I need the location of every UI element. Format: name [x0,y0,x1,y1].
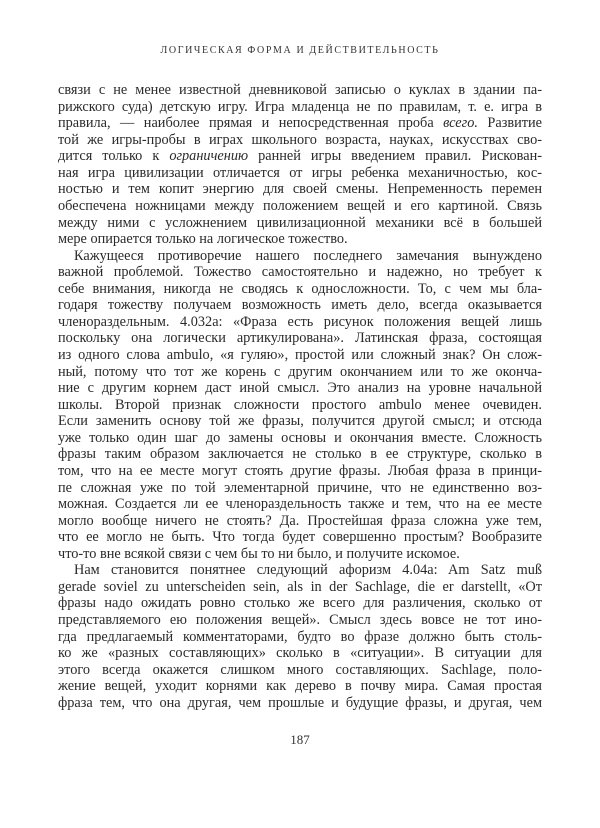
text-segment: рижского суда) детскую игру. Игра младенца не по правилам, т. е. игра в [58,98,542,115]
text-segment: связи с не менее известной дневниковой записью о куклах в здании па- [58,82,542,98]
text-segment: том, что на ее месте могут стоять другие фразы. Любая фраза в принци- [58,462,542,479]
text-segment: фраза тем, что она другая, чем прошлые и будущие фразы, и другая, чем [58,694,542,711]
running-header: ЛОГИЧЕСКАЯ ФОРМА И ДЕЙСТВИТЕЛЬНОСТЬ [160,45,440,56]
text-line [58,595,542,612]
text-segment: гда предлагаемый комментаторами, будто во фразе должно быть столь- [58,628,542,645]
text-segment: ная игра цивилизации отличается от игры ребенка механичностью, кос- [58,164,542,181]
text-line [58,612,542,629]
text-segment: обеспечена ножницами между положением вещей и его картиной. Связь [58,197,542,214]
text-line [58,380,542,397]
text-line [58,496,542,513]
text-segment: ранней игры введением правил. Рискован- [248,148,542,165]
text-line [58,231,542,248]
text-line [58,463,542,480]
text-line [58,629,542,646]
text-segment: правила, — наиболее прямая и непосредственная проба [58,115,444,132]
text-line [58,662,542,679]
italic-text: всего. [443,115,478,132]
text-line [58,480,542,497]
text-segment: ностью и тем копит энергию для своей смены. Непременность перемен [58,181,542,198]
page-number: 187 [290,732,310,747]
text-segment: между ними с усложнением цивилизационной механики всё в большей [58,214,542,231]
text-segment: фразы надо ожидать ровно столько же всего для различения, сколько от [58,595,542,612]
text-line [58,364,542,381]
text-segment: Если заменить основу той же фразы, получится другой смысл; и отсюда [58,413,542,430]
text-line [58,413,542,430]
text-line [58,181,542,198]
text-line [58,314,542,331]
text-segment: членораздельным. 4.032a: «Фраза есть рисунок положения вещей лишь [58,313,542,330]
text-line [58,579,542,596]
text-line [58,562,542,579]
text-segment: мере опирается только на логическое тожество. [58,231,348,248]
text-segment: ко же «разных составляющих» сколько в «ситуации». В ситуации для [58,645,542,662]
text-segment: что ее могло не быть. Что тогда будет совершенно простым? Вообразите [58,529,542,546]
text-segment: представляемого ею положения вещей». Смысл здесь вовсе не тот ино- [58,612,542,628]
text-line [58,148,542,165]
text-segment: ние с другим корнем даст иной смысл. Это анализ на уровне начальной [58,380,542,397]
text-line [58,264,542,281]
text-segment: пе сложная уже по той элементарной причине, что не единственно воз- [58,479,542,496]
text-line [58,695,542,712]
text-line [58,297,542,314]
text-line [58,99,542,116]
text-line [58,165,542,182]
text-segment: Кажущееся противоречие нашего последнего замечания вынуждено [74,247,542,264]
text-segment: жение вещей, уходит корнями как дерево в почву мира. Самая простая [58,678,542,695]
text-line [58,82,542,99]
text-segment: важной проблемой. Тожество самостоятельно и надежно, но требует к [58,264,542,281]
text-segment: этого всегда окажется слишком много составляющих. Sachlage, поло- [58,661,542,678]
text-segment: той же игры-пробы в играх школьного возраста, науках, искусствах сво- [58,131,542,148]
text-line [58,132,542,149]
text-segment: ный, потому что тот же корень с другим окончанием или то же оконча- [58,363,542,380]
text-segment: фразы таким образом заключается не столько в ее структуре, сколько в [58,446,542,463]
text-segment: что-то вне всякой связи с чем бы то ни было, и получите искомое. [58,545,460,562]
text-line [58,330,542,347]
text-line [58,529,542,546]
text-line [58,115,542,132]
text-segment: можная. Создается ли ее членораздельность также и тем, что на ее месте [58,496,542,513]
text-line [58,446,542,463]
text-segment: gerade soviel zu unterscheiden sein, als in der Sachlage, die er darstellt, «От [58,578,542,595]
text-segment: дится только к [58,148,170,165]
text-line [58,347,542,364]
text-line [58,546,542,563]
text-segment: годаря тожеству получаем возможность иметь дело, всегда оказывается [58,297,542,314]
text-line [58,678,542,695]
text-segment: могло вообще ничего не стоять? Да. Простейшая фраза сложна уже тем, [58,512,542,529]
text-line [58,281,542,298]
text-segment: школы. Второй признак сложности простого ambulo менее очевиден. [58,396,542,413]
text-segment: уже только один шаг до замены основы и окончания вместе. Сложность [58,429,542,446]
italic-text: ограничению [169,148,249,165]
text-line [58,430,542,447]
text-line [58,513,542,530]
text-line [58,645,542,662]
text-segment: себе внимания, никогда не сводясь к односложности. То, с чем мы бла- [58,280,542,297]
page-body [58,82,542,711]
text-segment: Развитие [477,115,542,132]
text-line [58,198,542,215]
text-segment: Нам становится понятнее следующий афоризм 4.04a: Am Satz muß [74,562,542,579]
text-line [58,215,542,232]
text-segment: поскольку она логически артикулирована». Латинская фраза, состоящая [58,330,542,347]
text-line [58,397,542,414]
text-segment: из одного слова ambulo, «я гуляю», простой или сложный знак? Он слож- [58,347,542,363]
text-line [58,248,542,265]
